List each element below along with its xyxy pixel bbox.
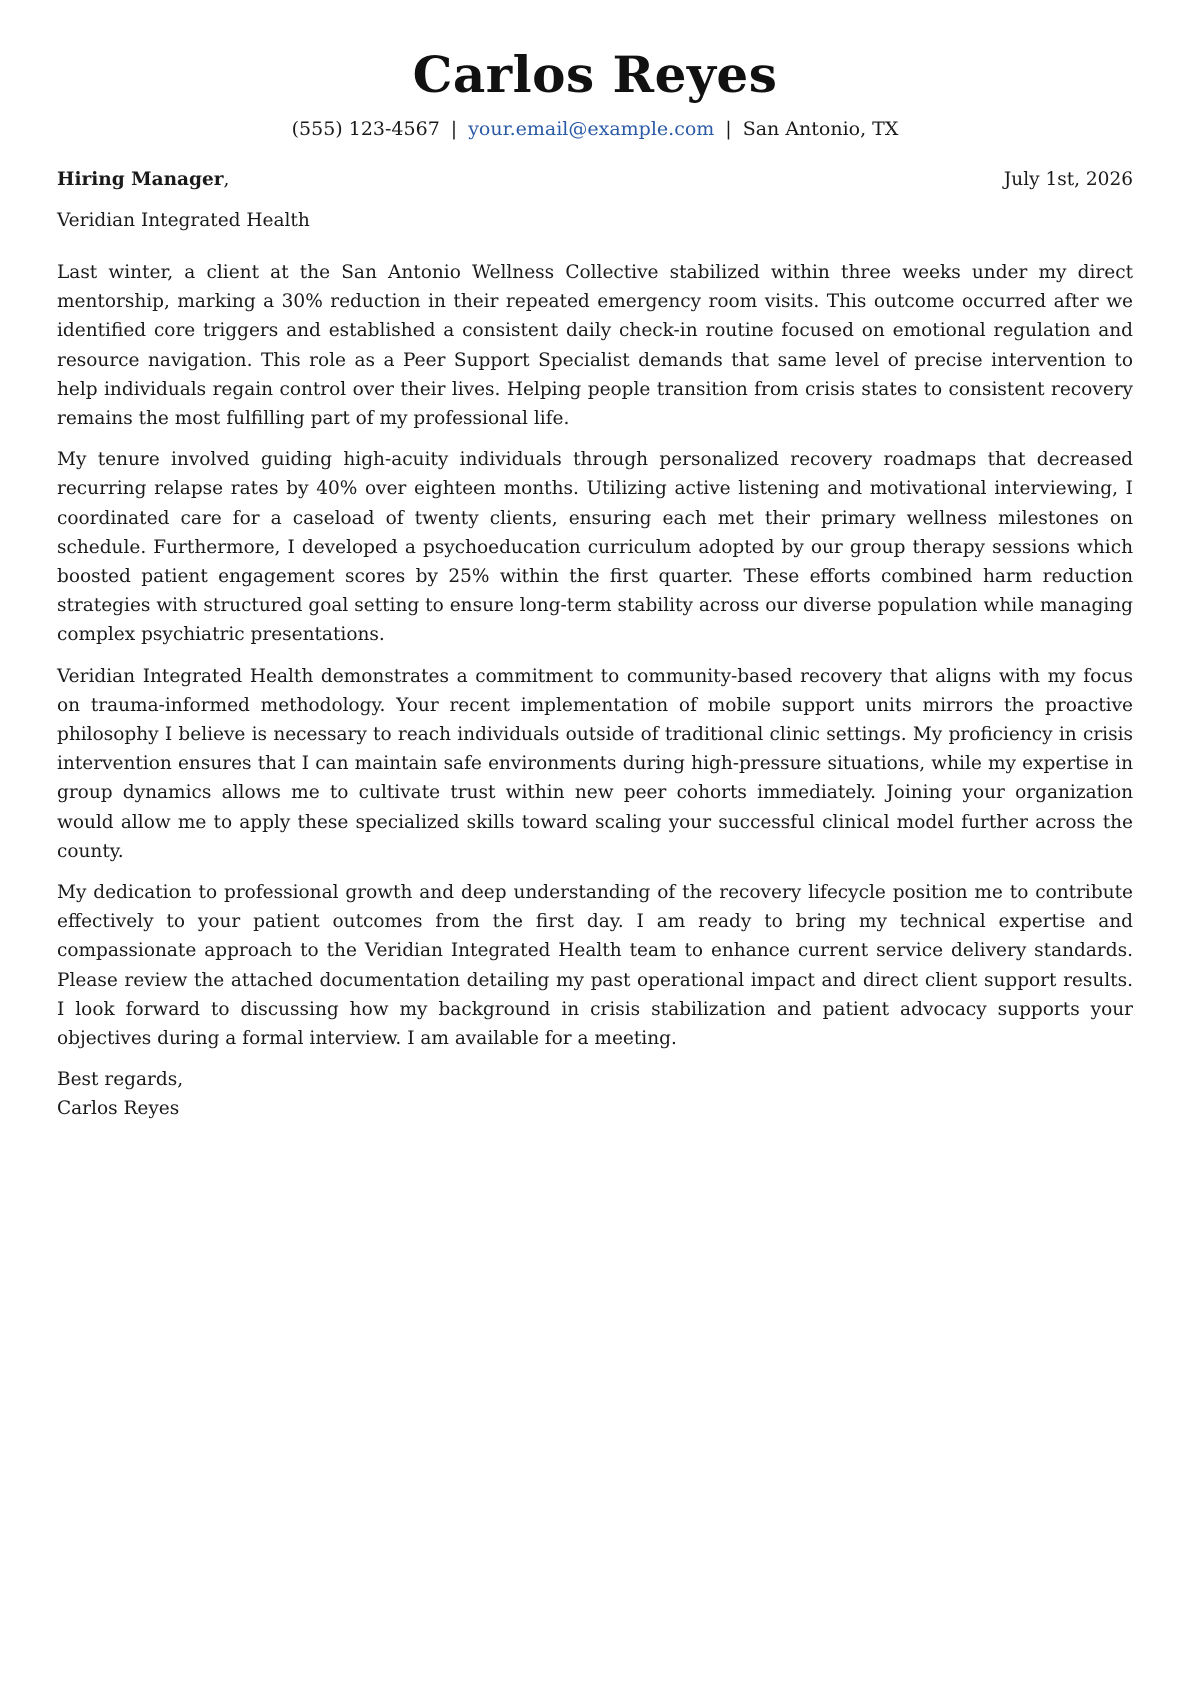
email-link[interactable]: your.email@example.com: [468, 118, 715, 140]
recipient-line: [57, 167, 229, 193]
phone-number: (555) 123-4567: [291, 118, 440, 140]
applicant-name: Carlos Reyes: [412, 45, 778, 104]
contact-line: [57, 116, 1133, 142]
body-paragraph: Veridian Integrated Health demonstrates a commitment to community-based recovery that aligns with my focus on trauma-informed methodology. Your recent implementation of mobile support units mirrors the proactive philosophy I believe is necessary to reach individuals outside of traditional clinic settings. My proficiency in crisis intervention ensures that I can maintain safe environments during high-pressure situations, while my expertise in group dynamics allows me to cultivate trust within new peer cohorts immediately. Joining your organization would allow me to apply these specialized skills toward scaling your successful clinical model further across the county.: [57, 665, 1133, 862]
letter-body: [57, 258, 1133, 1053]
letter-date: July 1st, 2026: [1003, 169, 1133, 190]
body-paragraph: My dedication to professional growth and deep understanding of the recovery lifecycle position me to contribute effectively to your patient outcomes from the first day. I am ready to bring my technical expertise and compassionate approach to the Veridian Integrated Health team to enhance current service delivery standards. Please review the attached documentation detailing my past operational impact and direct client support results. I look forward to discussing how my background in crisis stabilization and patient advocacy supports your objectives during a formal interview. I am available for a meeting.: [57, 882, 1133, 1050]
recipient-name: Hiring Manager: [57, 169, 224, 190]
location: San Antonio, TX: [742, 118, 899, 140]
body-paragraph: Last winter, a client at the San Antonio Wellness Collective stabilized within three weeks under my direct mentorship, marking a 30% reduction in their repeated emergency room visits. This outcome occurred after we identified core triggers and established a consistent daily check-in routine focused on emotional regulation and resource navigation. This role as a Peer Support Specialist demands that same level of precise intervention to help individuals regain control over their lives. Helping people transition from crisis states to consistent recovery remains the most fulfilling part of my professional life.: [57, 262, 1133, 430]
salutation-row: [57, 167, 1133, 193]
closing-block: [57, 1065, 1133, 1123]
body-paragraph: My tenure involved guiding high-acuity individuals through personalized recovery roadmaps that decreased recurring relapse rates by 40% over eighteen months. Utilizing active listening and motivational interviewing, I coordinated care for a caseload of twenty clients, ensuring each met their primary wellness milestones on schedule. Furthermore, I developed a psychoeducation curriculum adopted by our group therapy sessions which boosted patient engagement scores by 25% within the first quarter. These efforts combined harm reduction strategies with structured goal setting to ensure long-term stability across our diverse population while managing complex psychiatric presentations.: [57, 449, 1133, 646]
closing-phrase: Best regards,: [57, 1069, 184, 1091]
signature-name: Carlos Reyes: [57, 1098, 180, 1120]
company-name: Veridian Integrated Health: [57, 210, 310, 231]
contact-separator: |: [725, 118, 732, 140]
contact-separator: |: [450, 118, 458, 140]
recipient-comma: ,: [223, 169, 230, 190]
